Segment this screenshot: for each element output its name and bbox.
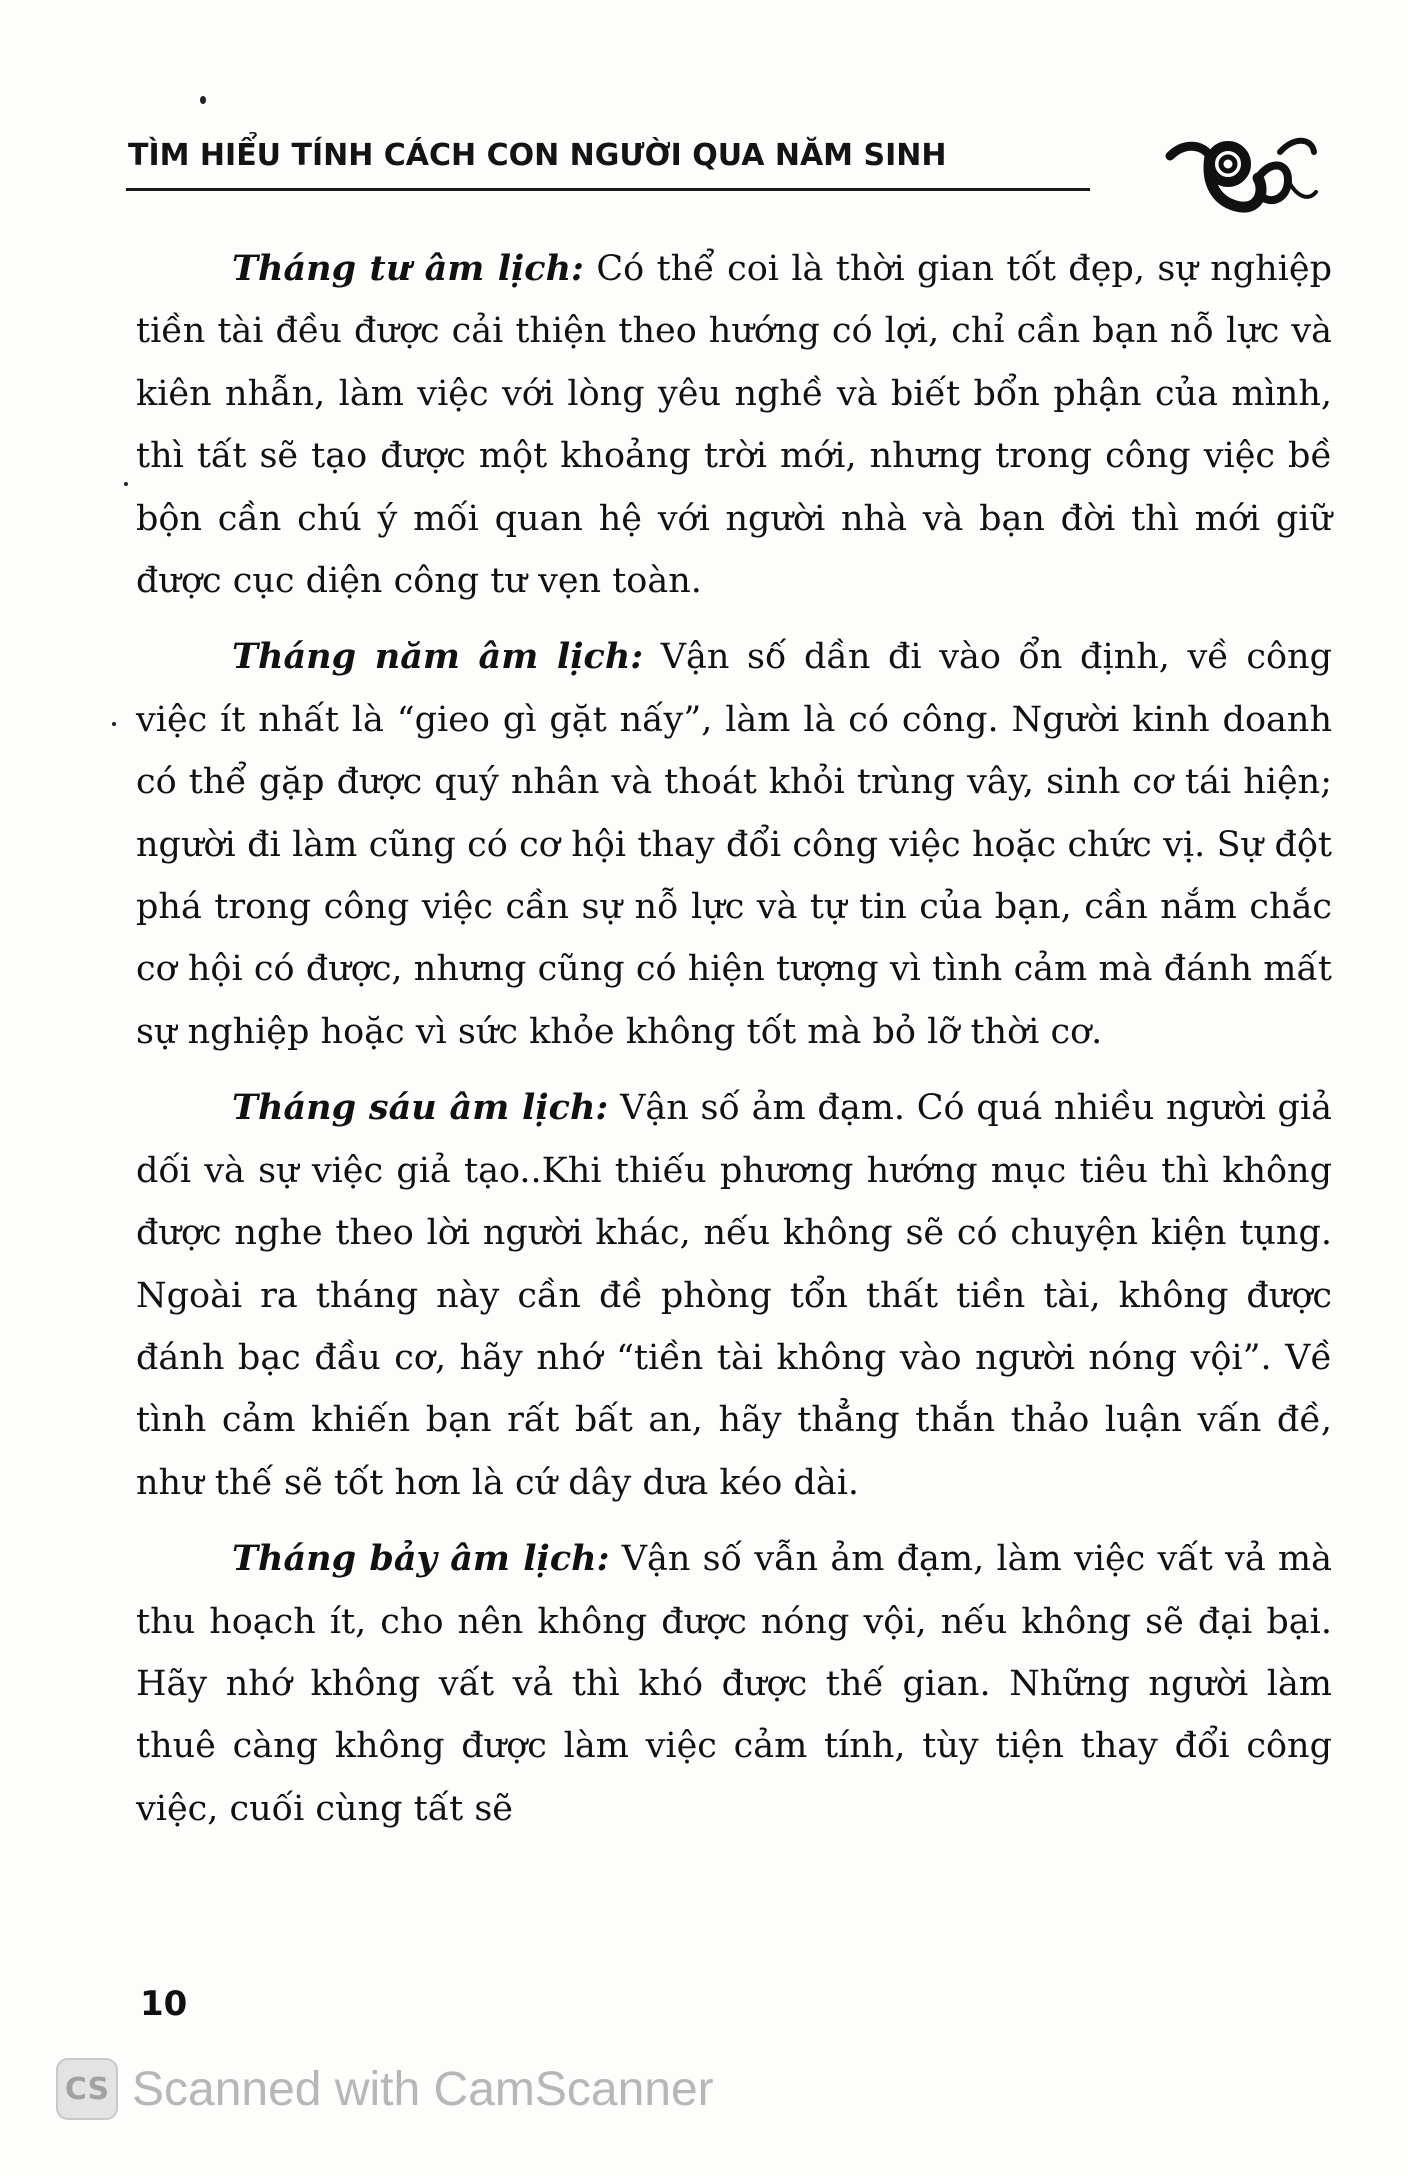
running-title: TÌM HIỂU TÍNH CÁCH CON NGƯỜI QUA NĂM SINH [128, 138, 947, 173]
paragraph-text: Có thể coi là thời gian tốt đẹp, sự nghiệp tiền tài đều được cải thiện theo hướng có lợi, chỉ cần bạn nỗ lực và kiên nhẫn, làm việc với lòng yêu nghề và biết bổn phận của mình, thì tất sẽ tạo được một khoảng trời mới, nhưng trong công việc bề bộn cần chú ý mối quan hệ với người nhà và bạn đời thì mới giữ được cục diện công tư vẹn toàn. [136, 249, 1332, 602]
paragraph-thang-sau [136, 1077, 1332, 1514]
camscanner-logo-icon: CS [56, 2058, 118, 2120]
paragraph-text: Vận số ảm đạm. Có quá nhiều người giả dối và sự việc giả tạo..Khi thiếu phương hướng mục tiêu thì không được nghe theo lời người khác, nếu không sẽ có chuyện kiện tụng. Ngoài ra tháng này cần đề phòng tổn thất tiền tài, không được đánh bạc đầu cơ, hãy nhớ “tiền tài không vào người nóng vội”. Về tình cảm khiến bạn rất bất an, hãy thẳng thắn thảo luận vấn đề, như thế sẽ tốt hơn là cứ dây dưa kéo dài. [136, 1088, 1332, 1503]
paragraph-thang-nam [136, 626, 1332, 1063]
scan-speck [124, 482, 128, 486]
scan-speck [112, 722, 116, 726]
scan-speck [200, 96, 206, 104]
watermark-text: Scanned with CamScanner [132, 2062, 714, 2116]
body-text [136, 238, 1332, 1854]
paragraph-thang-bay [136, 1528, 1332, 1840]
paragraph-text: Vận số dần đi vào ổn định, về công việc ít nhất là “gieo gì gặt nấy”, làm là có công. Người kinh doanh có thể gặp được quý nhân và thoát khỏi trùng vây, sinh cơ tái hiện; người đi làm cũng có cơ hội thay đổi công việc hoặc chức vị. Sự đột phá trong công việc cần sự nỗ lực và tự tin của bạn, cần nắm chắc cơ hội có được, nhưng cũng có hiện tượng vì tình cảm mà đánh mất sự nghiệp hoặc vì sức khỏe không tốt mà bỏ lỡ thời cơ. [136, 637, 1332, 1052]
camscanner-watermark [56, 2058, 714, 2120]
snake-ornament-icon [1162, 122, 1322, 222]
paragraph-lead: Tháng sáu âm lịch: [232, 1087, 609, 1129]
page-number: 10 [140, 1984, 188, 2024]
paragraph-lead: Tháng bảy âm lịch: [232, 1538, 610, 1580]
paragraph-lead: Tháng năm âm lịch: [232, 636, 644, 678]
header-rule [126, 188, 1090, 191]
paragraph-lead: Tháng tư âm lịch: [232, 248, 584, 289]
paragraph-text: Vận số vẫn ảm đạm, làm việc vất vả mà thu hoạch ít, cho nên không được nóng vội, nếu không sẽ đại bại. Hãy nhớ không vất vả thì khó được thế gian. Những người làm thuê càng không được làm việc cảm tính, tùy tiện thay đổi công việc, cuối cùng tất sẽ [136, 1539, 1332, 1829]
paragraph-thang-tu [136, 238, 1332, 612]
